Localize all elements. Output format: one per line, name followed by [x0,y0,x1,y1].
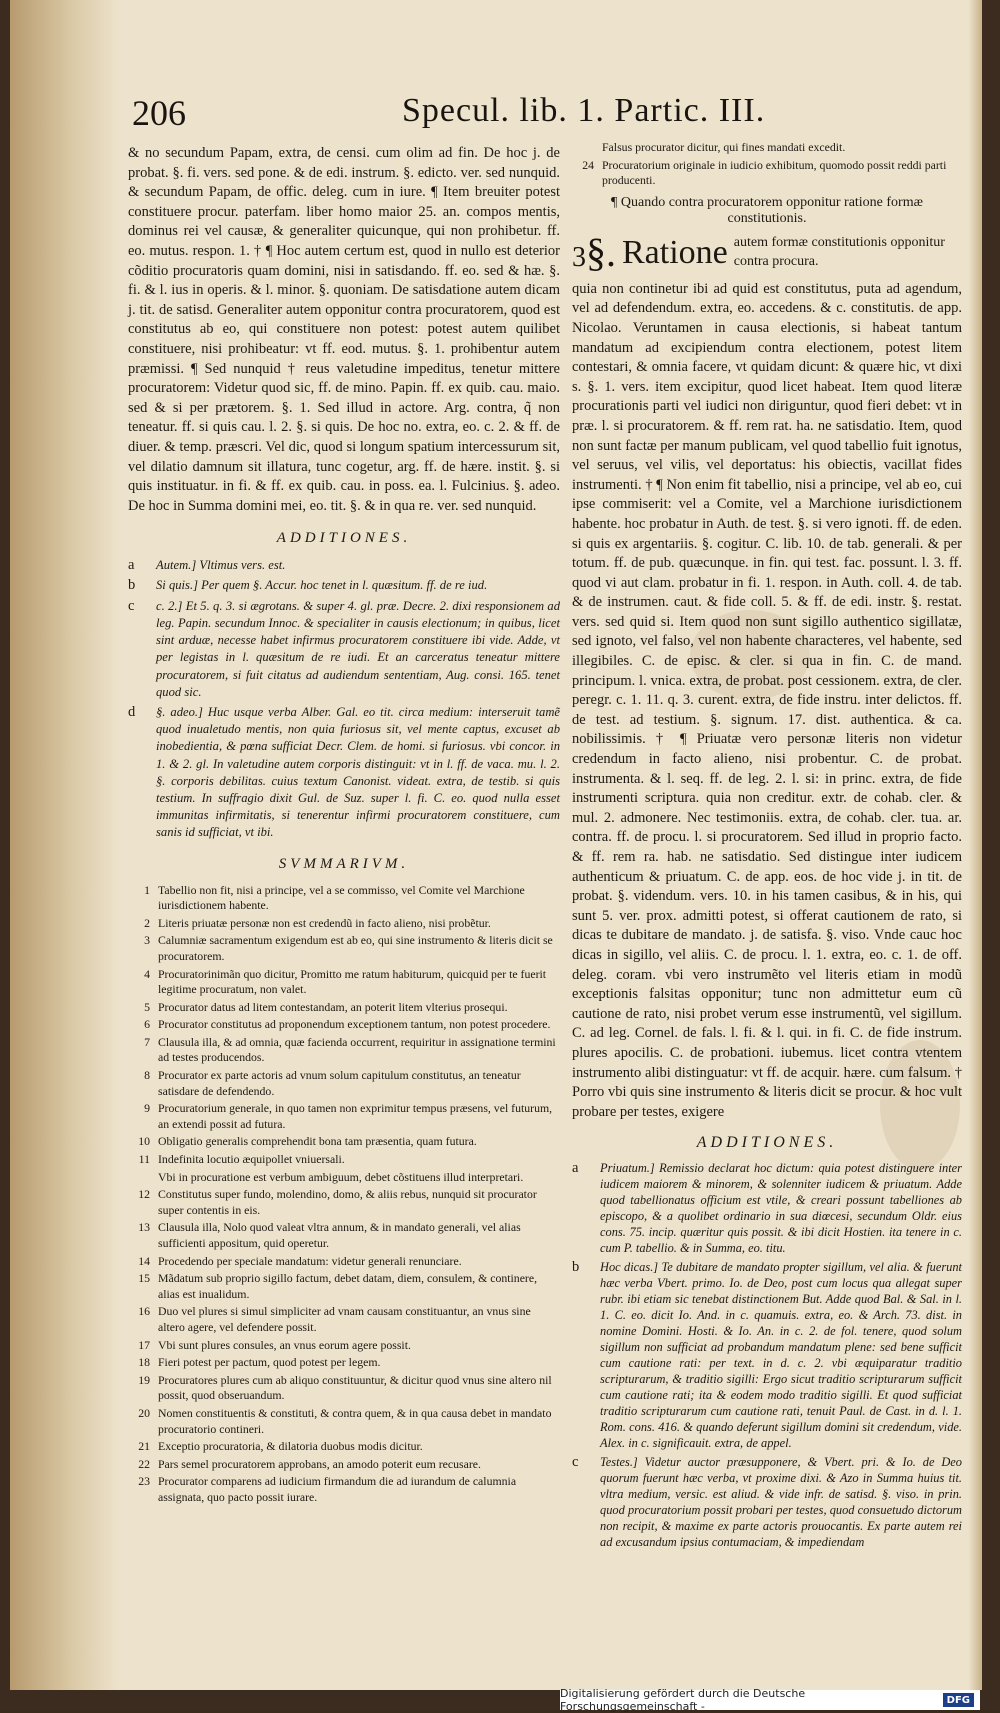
summarium-item [128,1152,560,1168]
additiones-heading: ADDITIONES. [276,530,412,547]
section-number-text: 3 [572,241,586,273]
addition-item [572,1454,962,1550]
item-number: 19 [138,1372,150,1387]
item-text: Calumniæ sacramentum exigendum est ab eo, qui sine instrumento & literis dicit se procuratorem. [158,933,553,963]
item-text: Procuratorinimãn quo dicitur, Promitto me ratum habiturum, quicquid per te fuerit legitime procuratum, non valet. [158,966,547,997]
item-number: 6 [144,1017,150,1032]
item-text: Falsus procurator dicitur, qui fines mandati excedit. [602,140,846,154]
item-text: Procurator comparens ad iudicium firmandum die ad iurandum de calumnia assignata, quo pacto possit iurare. [158,1474,517,1504]
item-number: 1 [144,882,150,897]
summarium-item [128,1474,560,1505]
item-text: Procurator constitutus ad proponendum exceptionem tantum, non potest procedere. [158,1017,551,1032]
addition-text: Si quis.] Per quem §. Accur. hoc tenet in l. quæsitum. ff. de re iud. [156,578,488,593]
item-number: 3 [144,933,150,948]
addition-mark: d [128,703,136,720]
addition-mark: b [572,1259,580,1276]
item-number: 7 [144,1034,150,1049]
addition-item [572,1259,962,1451]
addition-item [128,598,560,701]
item-number: 10 [138,1134,150,1149]
additiones-list [572,1160,962,1550]
item-text: Pars semel procuratorem approbans, an amodo poterit eum recusare. [158,1456,481,1471]
section-number: 3§. [572,229,616,275]
item-number: 20 [138,1405,150,1420]
addition-item [128,557,560,574]
page-edge [968,0,982,1690]
summarium-item [128,1439,560,1455]
footer-text: Digitalisierung gefördert durch die Deutsche Forschungsgemeinschaft - [560,1687,806,1713]
summarium-item [128,1406,560,1437]
addition-mark: a [128,557,135,574]
item-text: Nomen constituentis & constituti, & contra quem, & in qua causa debet in mandato procuratorio contineri. [158,1405,552,1436]
item-text: Clausula illa, & ad omnia, quæ facienda occurrent, requiritur in assignatione termini ad testes producendos. [158,1034,556,1065]
item-text: Mãdatum sub proprio sigillo factum, debet datam, diem, consulem, & continere, alias est inualidum. [158,1271,538,1301]
summarium-item [128,1338,560,1354]
addition-item [572,1160,962,1256]
item-number: 14 [138,1253,150,1268]
summarium-item [128,1457,560,1473]
addition-item [128,704,560,842]
addition-item [128,577,560,594]
addition-mark: c [128,597,135,614]
item-number: 11 [138,1152,150,1167]
addition-text: Testes.] Videtur auctor præsupponere, & Vbert. pri. & Io. de Deo quorum fuerunt hæc verba, vt proxime dixi. & Azo in Summa huius tit. vltra medium, versic. est aliud. & vide infr. de satisd. §. viso. in prin. quod procuratorium possit probari per testes, quod consuetudo dictorum non recipit, & maxime ex parte actoris prouocantis. Ex parte autem rei ad excusandum ipsius contumaciam, & impediendam [600,1455,962,1550]
addition-mark: c [572,1454,579,1471]
item-number [572,140,594,156]
addition-text: Hoc dicas.] Te dubitare de mandato propter sigillum, vel alia. & fuerunt hæc verba Vbert. primo. Io. de Deo, post cum locus qua allegat super rubr. ibi etiam sic tenebat distinctionem But. Adde quod Bal. & Sal. in l. 1. C. eo. dicit Io. And. in c. quamuis. extra, eo. & Arch. 73. dist. in nomine Domini. Hosti. & Io. An. in c. 2. de fol. tenere, quod solum sigillum non sufficiat ad probandum mandatum plene: sed bene sufficit cum cautione rati: per text. in d. c. 2. vbi æquiparatur traditio scripturarum, & traditio sigilli: Ergo sicut traditio scripturarum sufficit cum cautione rati; ita & eodem modo traditio sigilli. Et quod sufficiat traditio scripturarum cum cautione rati, tenuit Paul. de Cast. in d. l. 1. Rom. cons. 416. & quando deferunt sigillum domini sit credendum, vide. Alex. in c. significauit. extra, de appel. [600,1260,962,1451]
summarium-item [128,1304,560,1335]
item-number: 13 [138,1220,150,1235]
page-gutter [10,0,120,1690]
summarium-item [128,916,560,932]
item-text: Duo vel plures si simul simpliciter ad vnam causam constituantur, an vnus sine altero agere, vel defendere possit. [158,1304,531,1334]
item-text: Procuratorium generale, in quo tamen non exprimitur tempus præsens, vel futurum, an extendi possit ad futura. [158,1101,553,1131]
item-number: 21 [138,1439,150,1454]
item-text: Obligatio generalis comprehendit bona tam præsentia, quam futura. [158,1134,477,1149]
page-header [132,92,952,140]
item-number: 2 [144,915,150,930]
item-text: Procuratorium originale in iudicio exhibitum, quomodo possit reddi parti producenti. [602,157,947,188]
section-subtitle: ¶ Quando contra procuratorem opponitur ratione formæ constitutionis. [611,194,923,226]
item-text: Vbi in procuratione est verbum ambiguum, debet cõstituens illud interpretari. [158,1169,524,1184]
item-text: Procurator datus ad litem contestandam, an poterit litem vlterius prosequi. [158,999,508,1014]
summarium-item [572,158,962,189]
summarium-item [128,1373,560,1404]
item-number [128,1170,150,1186]
summarium-item [572,140,962,156]
addition-text: c. 2.] Et 5. q. 3. si ægrotans. & super 4. gl. præ. Decre. 2. dixi responsionem ad leg. Papin. secundum Innoc. & specialiter in causis electionum; in quibus, licet sint arduæ, necesse habet infirmus procuratorem constituere ibi vide. Adde, vt per legistas in l. quæsitum de re iudi. Et an carceratus teneatur mittere procuratorem, si fuit citatus ad audiendum sententiam, Aug. consi. 165. tenet quod sic. [156,598,560,699]
addition-text: Priuatum.] Remissio declarat hoc dictum: quia potest distinguere inter iudicem maiorem & minorem, & solenniter iudicem & priuatum. Adde quod tabellionatus officium est vtile, & creari possunt tabelliones ab episcopo, & a quolibet ordinario in sua diœcesi, secundum Oldr. eius cons. 75. incip. quæritur quis possit. & ibi dicit Hostien. ita tenere in c. cum P. tabellio. & in Summa, eo. titu. [600,1161,962,1256]
additiones-heading: ADDITIONES. [696,1134,838,1152]
item-number: 23 [138,1474,150,1489]
summarium-item [128,1271,560,1302]
addition-mark: a [572,1160,579,1177]
summarium-item [128,1355,560,1371]
summarium-item [128,883,560,914]
summarium-item [128,1170,560,1186]
section-heading [572,229,962,278]
summarium-list [128,883,560,1506]
summarium-item [128,1035,560,1066]
summarium-item [128,1220,560,1251]
summarium-continued [572,140,962,189]
page-number: 206 [132,93,186,133]
digitization-footer [560,1687,980,1713]
additiones-list [128,557,560,841]
item-text: Indefinita locutio æquipollet vniuersali. [158,1152,345,1167]
summarium-item [128,1187,560,1218]
summarium-item [128,1068,560,1099]
body-text: quia non continetur ibi ad quid est constitutus, puta ad agendum, vel ad defendendum. extra, eo. accedens. & c. constitutis. de app. Nicolao. Veruntamen in causa electionis, si habeat tantum mandatum ad excipiendum contra electionem, potest litem contestari, & omnia facere, vt quidam dicunt: & quære hic, vt dixi s. §. 1. vers. item excipitur, quod licet habeat. Item quod literæ procurationis parti vel iudici non diriguntur, quod fieri debet: vt in præ. l. si procuratorem. & ff. rem rat. ha. ne satisdatio. Item, quod non sunt factæ per manum publicam, vel quod tabellio fuit ignotus, vel seruus, vel vilis, vel deportatus: his obiectis, vacillat fides instrumenti. † ¶ Non enim fit tabellio, nisi a principe, vel ab eo, cui ipse commiserit: vel a Comite, vel a Marchione iurisdictionem habente. hoc probatur in Auth. de test. §. si vero ignoti. ff. de eden. si quis ex argentariis. §. cogitur. C. lib. 10. de tab. generali. & per totum. ff. de pub. quæcunque. in fin. qui test. fac. possunt. l. 3. ff. quod vi aut clam. probatur in fi. 1. respon. in Auth. coll. 4. de tab. & de instrumen. caut. & fide coll. 5. & ff. de edi. instr. §. restat. vers. sed quid si. Item quod non sunt sigillo authentico sigillatæ, sed ignoto, vel falso, vel non habente characteres, vel habente, sed illegibiles. C. de episc. & cler. si qua in fin. C. de mand. principum. l. vnica. extra, de probat. post cessionem. extra, de cler. peregr. c. 1. 11. q. 3. curent. extra, de fide instru. inter delictos. ff. de test. ad testium. §. signum. 17. dist. authentica. & ca. nobilissimis. † ¶ Priuatæ vero personæ literis non videtur credendum in facto alieno, nisi probentur. C. de probat. instrumenta. & l. seq. ff. de leg. 2. l. si: in princ. extra, de fide instrumenti scriptura. quia non creditur. extr. de cohab. cler. & mul. 2. admonere. Nec testimoniis. extra, de cohab. cler. tua. ar. contra. ff. de procu. l. si procuratorem. Sed illud in proprio facto. & ff. rem ra. hab. ne satisdatio. Sed distingue inter iudicem authenticum & priuatum. C. de app. eos. de hoc vide j. in tit. de probat. §. videndum. vers. 10. in his tamen casibus, & in his, qui sunt 5. ver. prox. admitti potest, si offerat cautionem de rato, si dicas te dubitare de mandato. j. de satisfa. §. viso. Vnde cauc hoc dicas in sigillo, vel aliis. C. de procu. l. 1. extra, eo. c. 1. de off. deleg. coram. vbi vero instrumẽto vel literis etiam in modũ exceptionis falsitas opponitur; tunc non admittetur eum cũ cautione de rato, nisi probet verum esse instrumentũ, vel sigillum. C. ad leg. Cornel. de fals. l. fi. & l. qui. in fi. C. de fide instrum. plures apocilis. C. de probationi. iubemus. licet contra vtentem instrumento alibi distinguatur: vt ff. de acquir. hære. cum falsum. † Porro vbi quis sine instrumento & literis dicit se procur. & hoc vult probare per testes, exigere [572,280,962,1120]
left-column [128,144,560,1508]
item-number: 24 [582,157,594,172]
item-number: 17 [138,1337,150,1352]
item-number: 18 [138,1355,150,1370]
section-initial-word: Ratione [622,233,728,271]
section-intro: autem formæ constitutionis opponitur contra procura. [733,234,945,269]
body-text: & no secundum Papam, extra, de censi. cum olim ad fin. De hoc j. de probat. §. fi. vers. sed pone. & de edi. instrum. §. edicto. ver. sed nunquid. & secundum Papam, de offic. deleg. cum in iure. ¶ Item breuiter potest constituere procur. paterfam. liber homo maior 25. an. compos mentis, dominus rei vel causæ, & generaliter quicunque, qui non prohibetur. ff. eo. mutus. respon. 1. † ¶ Hoc autem certum est, quod in nullo est deterior cõditio procuratoris quam domini, nisi in satisdando. ff. eo. sed & hæ. §. fi. & l. ius in operis. & l. minor. §. quoniam. De satisdatione autem dicam j. tit. de satisd. Generaliter autem opponitur contra procuratorem, quod est constitutus ab eo, qui constituere non potest: potest autem quilibet constituere, nisi prohibeatur: vt ff. eod. mutus. §. 1. prohibentur autem præmissi. ¶ Sed nunquid † reus valetudine impeditus, tenetur mittere procuratorem: Videtur quod sic, ff. de mino. Papin. ff. ex quib. cau. maio. sed & si per prætorem. §. 1. Sed illud in actore. Arg. contra, q̃ non teneatur. ff. si quis cau. l. 2. §. si quis. De hoc no. extra, eo. c. 2. & ff. de diuer. & temp. præscri. Vel dic, quod si longum spatium intercessurum sit, vel dilatio damnum sit illatura, tunc cogetur, arg. ff. de hære. instit. §. si quis instituatur. in fi. & ff. ex quib. cau. in poss. ea. l. Fulcinius. §. adeo. De hoc in Summa domini mei, eo. tit. §. & in qua re. ver. sed nunquid. [128,145,560,514]
dfg-logo: DFG [943,1693,974,1707]
summarium-heading: SVMMARIVM. [278,855,410,872]
summarium-item [128,1017,560,1033]
item-text: Procuratores plures cum ab aliquo constituuntur, & dicitur quod vnus sine altero nil possit, quod obseruandum. [158,1372,552,1403]
addition-mark: b [128,577,136,594]
item-text: Procurator ex parte actoris ad vnum solum capitulum constitutus, an teneatur satisdare de defendendo. [158,1068,521,1098]
item-number: 8 [144,1068,150,1083]
item-text: Vbi sunt plures consules, an vnus eorum agere possit. [158,1337,411,1352]
running-title: Specul. lib. 1. Partic. III. [402,92,766,129]
item-text: Exceptio procuratoria, & dilatoria duobus modis dicitur. [158,1439,423,1454]
item-number: 4 [144,966,150,981]
item-number: 12 [138,1187,150,1202]
summarium-item [128,1134,560,1150]
item-number: 15 [138,1271,150,1286]
addition-text: Autem.] Vltimus vers. est. [156,558,286,573]
item-number: 22 [138,1456,150,1471]
summarium-item [128,1000,560,1016]
right-column [572,140,962,1553]
summarium-item [128,967,560,998]
item-number: 9 [144,1101,150,1116]
item-text: Constitutus super fundo, molendino, domo, & aliis rebus, nunquid sit procurator super contentis in eis. [158,1187,537,1217]
addition-text: §. adeo.] Huc usque verba Alber. Gal. eo tit. circa medium: interseruit tamẽ quod inualetudo mentis, non quia furiosus sit, vel mente captus, excuset ab inobedientia, & pœna sufficiat Decr. Clem. de homi. si furiosus. vbi concor. in 1. & 2. gl. In valetudine autem corporis distinguit: vt in l. ff. de vaca. mu. l. 2. §. corporis debilitas. cuius textum Canonist. videat. extra, de testib. si quis testium. In suffragio dixit Gul. de Suz. super l. fi. C. eo. quod nulla esset immunitas infirmitatis, si tenerentur infirmi procuratorem constituere, cum sanis id sufficiat, vt ibi. [156,704,560,840]
item-text: Clausula illa, Nolo quod valeat vltra annum, & in mandato generali, vel alias sufficienti appositum, quid operetur. [158,1220,521,1250]
item-text: Tabellio non fit, nisi a principe, vel a se commisso, vel Comite vel Marchione iurisdictionem habente. [158,882,525,913]
summarium-item [128,933,560,964]
item-text: Procedendo per speciale mandatum: videtur generali renunciare. [158,1253,462,1268]
summarium-item [128,1254,560,1270]
item-number: 5 [144,999,150,1014]
item-text: Literis priuatæ personæ non est credendũ in facto alieno, nisi probẽtur. [158,915,491,930]
item-text: Fieri potest per pactum, quod potest per legem. [158,1355,381,1370]
summarium-item [128,1101,560,1132]
item-number: 16 [138,1304,150,1319]
